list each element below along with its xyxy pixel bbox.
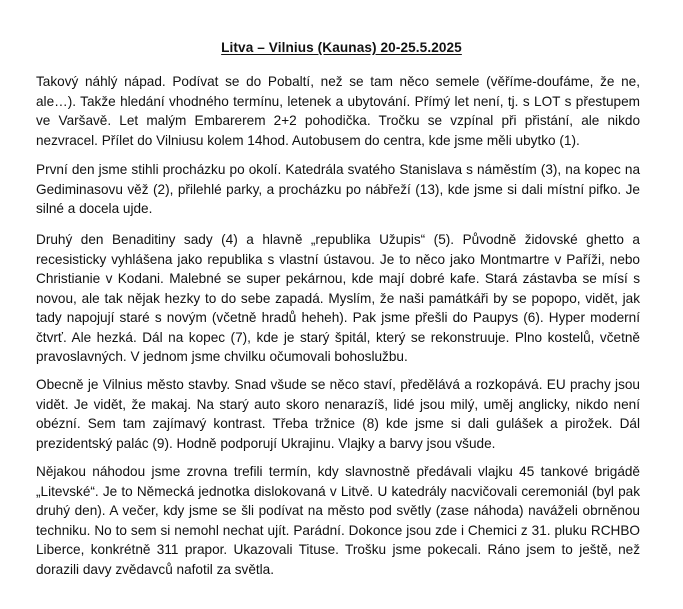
document-title: Litva – Vilnius (Kaunas) 20-25.5.2025 xyxy=(221,40,462,55)
paragraph-arrival: Takový náhlý nápad. Podívat se do Pobaltí, než se tam něco semele (věříme-doufáme, že ne, ale…). Takže hledání vhodného termínu, letenek a ubytování. Přímý let není, tj. s LOT s přestupem ve Varšavě. Let malým Embarerem 2+2 pohodička. Tročku se vzpínal při přistání, ale nikdo nezvracel. Přílet do Vilniusu kolem 14hod. Autobusem do centra, kde jsme měli ubytko (1). xyxy=(36,74,640,148)
paragraph-second-day: Druhý den Benaditiny sady (4) a hlavně „republika Užupis“ (5). Původně židovské ghetto a recesisticky vyhlášena jako republika s vlastní ústavou. Je to něco jako Montmartre v Paříži, nebo Christianie v Kodani. Malebné se super pekárnou, kde mají dobré kafe. Stará zástavba se mísí s novou, ale tak nějak hezky to do sebe zapadá. Myslím, že naši památkáři by se popopo, vidět, jak tady napojují staré s novým (včetně hradů heheh). Pak jsme přešli do Paupys (6). Hyper moderní čtvrť. Ale hezká. Dál na kopec (7), kde je starý špitál, který se rekonstruuje. Plno kostelů, včetně pravoslavných. V jednom jsme chvilku očumovali bohoslužbu. xyxy=(36,232,640,364)
paragraph-first-day: První den jsme stihli procházku po okolí. Katedrála svatého Stanislava s náměstím (3), na kopec na Gediminasovu věž (2), přilehlé parky, a procházku po nábřeží (13), kde jsme si dali místní pifko. Je silné a docela ujde. xyxy=(36,162,640,216)
paragraph-brigade-ceremony: Nějakou náhodou jsme zrovna trefili termín, kdy slavnostně předávali vlajku 45 tankové brigádě „Litevské“. Je to Německá jednotka dislokovaná v Litvě. U katedrály nacvičovali ceremoniál (byl pak druhý den). A večer, kdy jsme se šli podívat na město pod světly (zase náhoda) naváželi obrněnou techniku. No to sem si nemohl nechat ujít. Parádní. Dokonce jsou zde i Chemici z 31. pluku RCHBO Liberce, konkrétně 311 prapor. Ukazovali Tituse. Trošku jsme pokecali. Ráno jsem to ještě, než dorazili davy zvědavců nafotil za světla. xyxy=(36,464,640,577)
paragraph-vilnius-general: Obecně je Vilnius město stavby. Snad všude se něco staví, předělává a rozkopává. EU prachy jsou vidět. Je vidět, že makaj. Na starý auto skoro nenarazíš, lidé jsou milý, uměj anglicky, nikdo není obézní. Sem tam zajímavý kontrast. Třeba tržnice (8) kde jsme si dali gulášek a pirožek. Dál prezidentský palác (9). Hodně podporují Ukrajinu. Vlajky a barvy jsou všude. xyxy=(36,377,640,451)
